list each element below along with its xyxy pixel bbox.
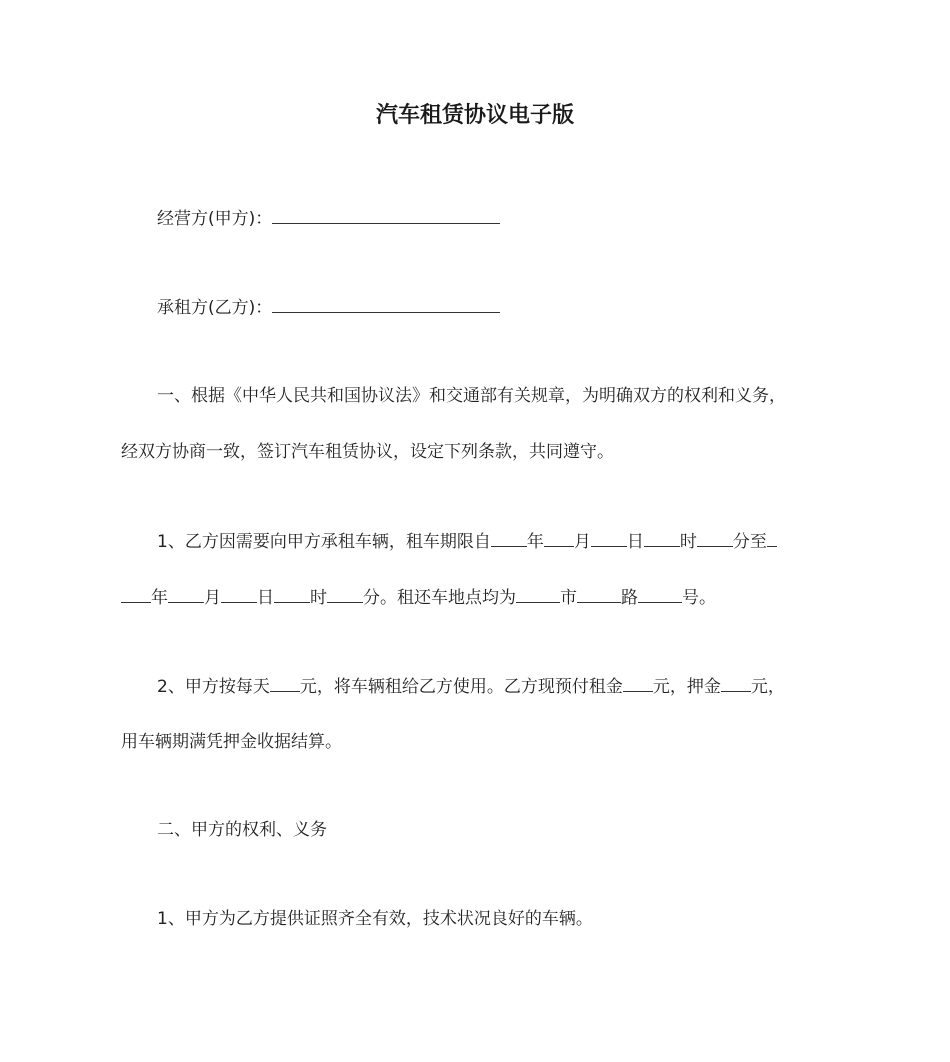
end-hour-label: 时 <box>310 588 327 608</box>
section2-clause1: 1、甲方为乙方提供证照齐全有效，技术状况良好的车辆。 <box>157 909 593 929</box>
daily-rate-text: 2、甲方按每天 <box>157 677 270 697</box>
clause1-text-start: 1、乙方因需要向甲方承租车辆，租车期限自 <box>157 532 491 552</box>
road-blank[interactable] <box>577 585 621 603</box>
party-a-blank[interactable] <box>272 206 500 224</box>
end-month-blank[interactable] <box>168 585 204 603</box>
end-minute-blank[interactable] <box>327 585 363 603</box>
end-year-label: 年 <box>151 588 168 608</box>
start-minute-blank[interactable] <box>697 529 733 547</box>
prepaid-blank[interactable] <box>623 674 653 692</box>
clause1-line1 <box>157 529 777 554</box>
deposit-blank[interactable] <box>721 674 751 692</box>
end-hour-blank[interactable] <box>274 585 310 603</box>
daily-rate-blank[interactable] <box>270 674 300 692</box>
document-title: 汽车租赁协议电子版 <box>375 103 574 128</box>
deposit-text: 元，押金 <box>652 677 721 697</box>
hour-label: 时 <box>679 532 697 552</box>
prepaid-text: 元，将车辆租给乙方使用。乙方现预付租金 <box>299 677 623 697</box>
end-month-label: 月 <box>204 588 221 608</box>
minute-to-label: 分至 <box>732 532 767 552</box>
start-month-blank[interactable] <box>544 529 574 547</box>
clause1-line2 <box>121 585 716 610</box>
party-a-row <box>157 206 500 231</box>
start-day-blank[interactable] <box>591 529 627 547</box>
end-day-blank[interactable] <box>221 585 257 603</box>
road-label: 路 <box>621 588 638 608</box>
day-label: 日 <box>626 532 644 552</box>
month-label: 月 <box>573 532 591 552</box>
number-blank[interactable] <box>638 585 682 603</box>
section1-line2: 经双方协商一致，签订汽车租赁协议，设定下列条款，共同遵守。 <box>121 442 614 462</box>
end-year-blank[interactable] <box>121 585 151 603</box>
party-a-label: 经营方(甲方)： <box>157 209 273 229</box>
party-b-row <box>157 295 500 320</box>
year-label: 年 <box>526 532 544 552</box>
start-year-blank[interactable] <box>491 529 527 547</box>
number-label: 号。 <box>682 588 716 608</box>
clause2-line2: 用车辆期满凭押金收据结算。 <box>121 732 342 752</box>
party-b-blank[interactable] <box>272 295 500 313</box>
section1-line1: 一、根据《中华人民共和国协议法》和交通部有关规章，为明确双方的权利和义务， <box>157 386 786 406</box>
section2-heading: 二、甲方的权利、义务 <box>157 820 327 840</box>
party-b-label: 承租方(乙方)： <box>157 298 273 318</box>
city-label: 市 <box>560 588 577 608</box>
clause2-line1 <box>157 674 785 699</box>
city-blank[interactable] <box>516 585 560 603</box>
end-year-blank-start[interactable] <box>767 529 777 547</box>
yuan-label: 元， <box>750 677 785 697</box>
location-text: 分。租还车地点均为 <box>363 588 516 608</box>
end-day-label: 日 <box>257 588 274 608</box>
start-hour-blank[interactable] <box>644 529 680 547</box>
